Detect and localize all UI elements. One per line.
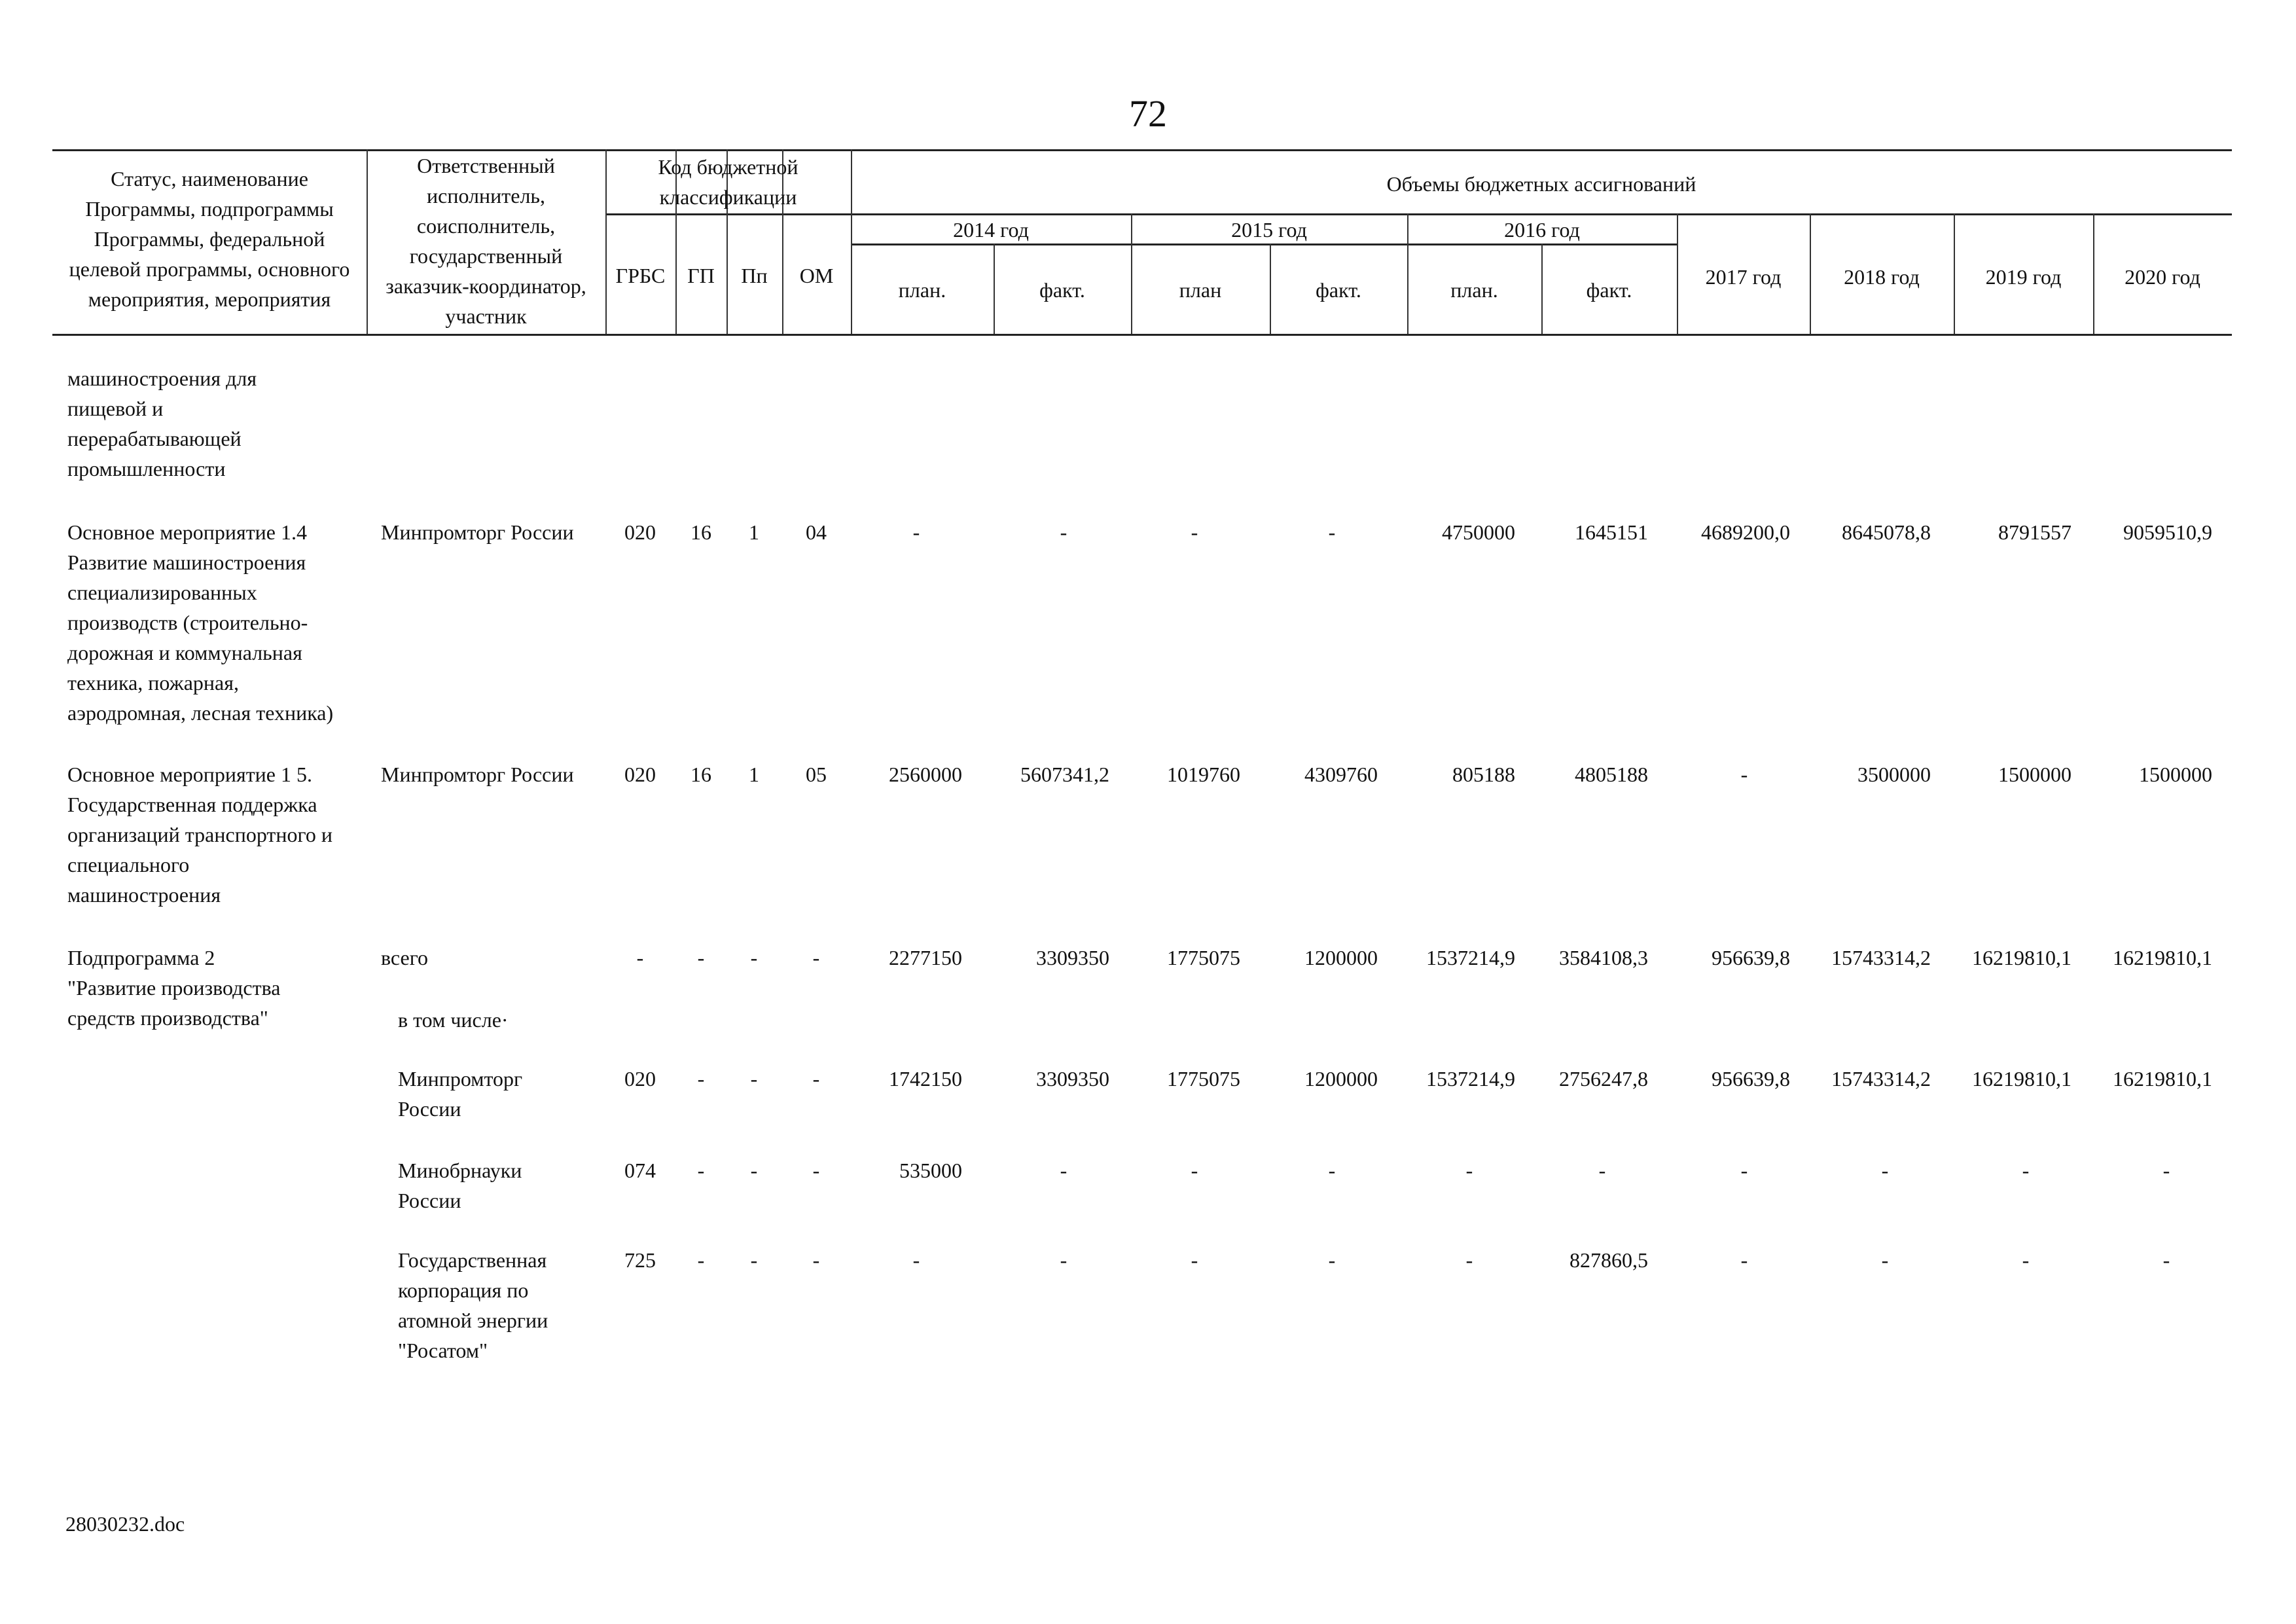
row-budget-value: - [1328,520,1336,544]
plan-fact-subheader: план. [1450,278,1498,302]
responsible-column-header-line: участник [445,304,527,328]
plan-fact-subheader: факт. [1586,278,1632,302]
row-budget-value: - [1740,1248,1748,1272]
row-budget-value: - [2162,1248,2170,1272]
row-budget-code: - [812,1159,820,1182]
budget-code-group-header-line: Код бюджетной [658,155,798,179]
row-budget-code: 1 [749,520,759,544]
row-budget-value: - [1328,1248,1336,1272]
row-budget-code: 1 [749,763,759,786]
row-budget-value: - [1881,1159,1889,1182]
row-budget-value: 1019760 [1167,763,1240,786]
row-budget-value: 827860,5 [1570,1248,1648,1272]
row-budget-value: 3309350 [1036,946,1109,969]
single-year-header: 2020 год [2125,265,2200,289]
row-status-text: "Развитие производства [67,976,281,1000]
row-budget-value: 4805188 [1575,763,1648,786]
responsible-column-header-line: заказчик-координатор, [386,274,586,298]
row-status-text: Государственная поддержка [67,793,317,816]
row-budget-code: 074 [624,1159,656,1182]
row-budget-value: - [1060,1248,1067,1272]
row-status-text: Основное мероприятие 1.4 [67,520,307,544]
row-status-text: специального [67,853,190,876]
status-column-header-line: мероприятия, мероприятия [88,287,331,311]
row-budget-code: - [697,946,705,969]
row-budget-code: - [750,1159,758,1182]
row-budget-value: 1537214,9 [1426,1067,1515,1091]
row-budget-code: - [697,1159,705,1182]
single-year-header: 2017 год [1705,265,1782,289]
row-budget-value: - [1465,1159,1473,1182]
budget-code-column-header: ГРБС [615,264,666,287]
row-status-text: организаций транспортного и [67,823,332,846]
row-status-text: пищевой и [67,397,164,420]
row-responsible-text: корпорация по [398,1278,529,1302]
row-budget-value: 16219810,1 [1972,946,2072,969]
row-budget-value: 4309760 [1304,763,1378,786]
row-budget-value: - [2022,1159,2030,1182]
row-budget-value: 16219810,1 [2113,1067,2212,1091]
row-budget-value: - [1598,1159,1606,1182]
row-status-text: дорожная и коммунальная [67,641,302,664]
row-budget-code: - [812,1248,820,1272]
row-budget-code: - [750,1248,758,1272]
row-budget-value: 1500000 [1998,763,2072,786]
row-budget-value: 4750000 [1442,520,1515,544]
row-status-text: производств (строительно- [67,611,308,634]
row-budget-value: 2756247,8 [1559,1067,1648,1091]
row-budget-value: 8791557 [1998,520,2072,544]
row-budget-value: 3309350 [1036,1067,1109,1091]
status-column-header-line: Программы, подпрограммы [85,197,334,221]
row-budget-value: 3584108,3 [1559,946,1648,969]
status-column-header-line: Программы, федеральной [94,227,325,251]
row-budget-value: 9059510,9 [2123,520,2212,544]
row-responsible-text: в том числе· [398,1008,509,1032]
row-budget-value: 1742150 [889,1067,962,1091]
row-budget-value: - [2022,1248,2030,1272]
plan-fact-subheader: факт. [1316,278,1361,302]
row-budget-value: - [2162,1159,2170,1182]
row-budget-value: - [1740,1159,1748,1182]
row-budget-code: 16 [691,763,711,786]
row-responsible-text: Минпромторг России [381,763,574,786]
row-budget-code: - [812,1067,820,1091]
plan-fact-subheader: план [1179,278,1222,302]
budget-code-group-header-line: классификации [659,185,797,209]
row-responsible-text: Минобрнауки [398,1159,522,1182]
budget-code-column-header: ОМ [799,264,834,287]
row-budget-code: 16 [691,520,711,544]
header-bottom-rule [52,334,2232,336]
row-status-text: машиностроения [67,883,221,907]
plan-fact-subheader: план. [898,278,946,302]
row-budget-value: 535000 [899,1159,962,1182]
row-budget-value: 956639,8 [1712,946,1790,969]
row-budget-value: - [912,1248,920,1272]
row-budget-code: 020 [624,520,656,544]
row-responsible-text: атомной энергии [398,1308,548,1332]
row-budget-value: 15743314,2 [1831,1067,1931,1091]
budget-code-column-header: ГП [687,264,715,287]
row-budget-value: 956639,8 [1712,1067,1790,1091]
row-responsible-text: Минпромторг [398,1067,523,1091]
row-status-text: машиностроения для [67,367,257,390]
row-budget-value: 1200000 [1304,1067,1378,1091]
row-budget-value: 3500000 [1857,763,1931,786]
row-budget-value: 2277150 [889,946,962,969]
row-status-text: аэродромная, лесная техника) [67,701,334,725]
row-responsible-text: всего [381,946,429,969]
row-budget-value: - [1328,1159,1336,1182]
row-responsible-text: Государственная [398,1248,547,1272]
responsible-column-header-line: Ответственный [417,154,555,177]
row-budget-value: 1200000 [1304,946,1378,969]
row-budget-code: - [812,946,820,969]
row-budget-code: - [636,946,644,969]
responsible-column-header-line: государственный [409,244,563,268]
row-status-text: техника, пожарная, [67,671,239,695]
row-budget-value: - [1060,1159,1067,1182]
row-responsible-text: России [398,1097,461,1121]
plan-fact-subheader: факт. [1039,278,1085,302]
row-budget-code: - [697,1067,705,1091]
year-group-header: 2015 год [1231,218,1307,242]
row-budget-value: 2560000 [889,763,962,786]
row-budget-value: 4689200,0 [1701,520,1790,544]
responsible-column-header-line: соисполнитель, [416,214,556,238]
row-budget-code: 020 [624,1067,656,1091]
row-status-text: Подпрограмма 2 [67,946,215,969]
page-number: 72 [1129,92,1167,135]
row-budget-value: 1500000 [2139,763,2212,786]
row-budget-code: 020 [624,763,656,786]
row-budget-code: 05 [806,763,827,786]
row-status-text: Развитие машиностроения [67,550,306,574]
row-budget-value: - [1191,1248,1198,1272]
row-budget-code: 725 [624,1248,656,1272]
row-budget-value: 8645078,8 [1842,520,1931,544]
row-status-text: специализированных [67,581,257,604]
budget-volumes-group-header: Объемы бюджетных ассигнований [1386,172,1696,196]
row-responsible-text: Минпромторг России [381,520,574,544]
row-status-text: промышленности [67,457,226,480]
responsible-column-header-line: исполнитель, [427,184,545,208]
row-budget-code: - [750,1067,758,1091]
row-budget-code: - [750,946,758,969]
row-budget-value: - [1191,1159,1198,1182]
budget-code-column-header: Пп [741,264,768,287]
row-budget-value: - [912,520,920,544]
code-group-rule [605,213,851,215]
row-budget-value: - [1191,520,1198,544]
row-status-text: средств производства" [67,1006,268,1030]
row-budget-code: - [697,1248,705,1272]
status-column-header-line: Статус, наименование [111,167,308,190]
row-budget-value: 1537214,9 [1426,946,1515,969]
row-budget-value: 16219810,1 [2113,946,2212,969]
row-budget-value: - [1881,1248,1889,1272]
row-budget-value: 1775075 [1167,946,1240,969]
row-budget-value: 1775075 [1167,1067,1240,1091]
row-budget-value: 805188 [1452,763,1515,786]
single-year-header: 2018 год [1844,265,1920,289]
row-budget-value: 5607341,2 [1020,763,1109,786]
row-responsible-text: России [398,1189,461,1212]
single-year-header: 2019 год [1985,265,2062,289]
row-budget-value: - [1465,1248,1473,1272]
row-budget-code: 04 [806,520,827,544]
row-responsible-text: "Росатом" [398,1339,488,1362]
year-group-header: 2016 год [1504,218,1580,242]
year-group-header: 2014 год [953,218,1029,242]
document-filename: 28030232.doc [65,1512,185,1536]
row-budget-value: - [1060,520,1067,544]
row-budget-value: 15743314,2 [1831,946,1931,969]
row-budget-value: 1645151 [1575,520,1648,544]
row-budget-value: 16219810,1 [1972,1067,2072,1091]
row-status-text: Основное мероприятие 1 5. [67,763,312,786]
status-column-header-line: целевой программы, основного [69,257,350,281]
row-budget-value: - [1740,763,1748,786]
row-status-text: перерабатывающей [67,427,242,450]
